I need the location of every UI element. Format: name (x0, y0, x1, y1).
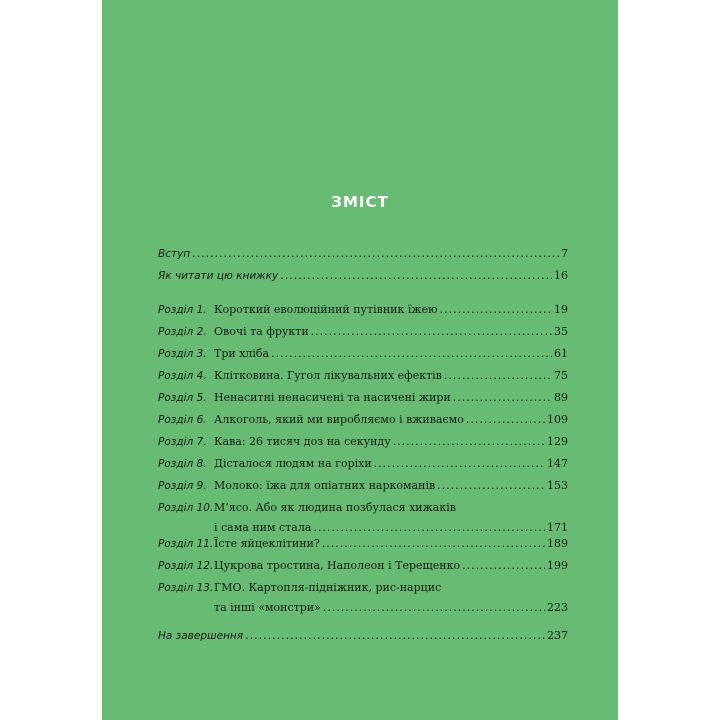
toc-entry-chapter-4: Розділ 4. Клітковина. Гугол лікувальних ефектів ..... 75 (158, 366, 568, 386)
toc-page-number: 75 (554, 369, 568, 382)
toc-entry-chapter-6: Розділ 6. Алкоголь, який ми виробляємо і вживаємо ..... 109 (158, 410, 568, 430)
dot-leader (280, 266, 552, 286)
book-page (102, 0, 618, 720)
toc-entry-title: Вступ (158, 248, 191, 260)
toc-entry-intro (158, 244, 568, 264)
toc-entry-chapter-1: Розділ 1. Короткий еволюційний путівник їжею ..... 19 (158, 300, 568, 320)
toc-entry-title: ГМО. Картопля-підніжник, рис-нарцис (214, 581, 442, 594)
toc-entry-chapter-9: Розділ 9. Молоко: їжа для опіатних наркоманів ..... 153 (158, 476, 568, 496)
toc-entry-title: Алкоголь, який ми виробляємо і вживаємо (214, 413, 464, 426)
toc-entry-chapter-12: Розділ 12. Цукрова тростина, Наполеон і Терещенко ..... 199 (158, 556, 568, 576)
dot-leader (444, 366, 552, 386)
toc-page-number: 153 (547, 479, 568, 492)
toc-page-number: 16 (554, 269, 568, 282)
toc-entry-how-to-read (158, 266, 568, 286)
dot-leader (466, 410, 545, 430)
toc-entry-title-continued: і сама ним стала (214, 521, 312, 534)
page-title: ЗМІСТ (331, 193, 389, 211)
toc-entry-title: Їсте яйцеклітини? (214, 537, 320, 550)
toc-page-number: 199 (547, 559, 568, 572)
toc-page-number: 61 (554, 347, 568, 360)
dot-leader (245, 626, 545, 646)
toc-page-number: 19 (554, 303, 568, 316)
toc-page-number: 129 (547, 435, 568, 448)
toc-entry-title: Молоко: їжа для опіатних наркоманів (214, 479, 436, 492)
toc-entry-title: Цукрова тростина, Наполеон і Терещенко (214, 559, 461, 572)
toc-entry-chapter-11: Розділ 11. Їсте яйцеклітини? ..... 189 (158, 534, 568, 554)
dot-leader (192, 244, 559, 264)
dot-leader (311, 322, 552, 342)
toc-entry-chapter-10: Розділ 10. М’ясо. Або як людина позбулася хижаків і сама ним стала ..... 171 (158, 498, 568, 538)
toc-entry-title: Ненаситні ненасичені та насичені жири (214, 391, 451, 404)
toc-entry-title: М’ясо. Або як людина позбулася хижаків (214, 501, 456, 514)
toc-entry-conclusion (158, 626, 568, 646)
toc-entry-chapter-13: Розділ 13. ГМО. Картопля-підніжник, рис-нарцис та інші «монстри» ..... 223 (158, 578, 568, 618)
toc-entry-chapter-7: Розділ 7. Кава: 26 тисяч доз на секунду ..... 129 (158, 432, 568, 452)
dot-leader (462, 556, 545, 576)
toc-page-number: 147 (547, 457, 568, 470)
toc-entry-title: Дісталося людям на горіхи (214, 457, 372, 470)
toc-page-number: 237 (547, 629, 568, 642)
dot-leader (271, 344, 552, 364)
dot-leader (393, 432, 545, 452)
dot-leader (437, 476, 545, 496)
toc-entry-chapter-3: Розділ 3. Три хліба ..... 61 (158, 344, 568, 364)
dot-leader (440, 300, 552, 320)
toc-entry-chapter-8: Розділ 8. Дісталося людям на горіхи ..... 147 (158, 454, 568, 474)
toc-entry-title: На завершення (158, 630, 244, 642)
toc-entry-title-continued: та інші «монстри» (214, 601, 321, 614)
toc-entry-title: Овочі та фрукти (214, 325, 309, 338)
dot-leader (453, 388, 552, 408)
toc-page-number: 89 (554, 391, 568, 404)
toc-entry-title: Короткий еволюційний путівник їжею (214, 303, 438, 316)
toc-page-number: 109 (547, 413, 568, 426)
dot-leader (322, 534, 545, 554)
toc-entry-title: Три хліба (214, 347, 270, 360)
toc-page-number: 7 (561, 247, 568, 260)
toc-entry-title: Як читати цю книжку (158, 270, 279, 282)
toc-page-number: 223 (547, 601, 568, 614)
toc-page-number: 171 (547, 521, 568, 534)
dot-leader (374, 454, 545, 474)
toc-page-number: 35 (554, 325, 568, 338)
toc-entry-title: Кава: 26 тисяч доз на секунду (214, 435, 391, 448)
toc-entry-chapter-2: Розділ 2. Овочі та фрукти ..... 35 (158, 322, 568, 342)
toc-entry-title: Клітковина. Гугол лікувальних ефектів (214, 369, 442, 382)
toc-entry-chapter-5: Розділ 5. Ненаситні ненасичені та насичені жири ..... 89 (158, 388, 568, 408)
toc-page-number: 189 (547, 537, 568, 550)
dot-leader (323, 598, 545, 618)
